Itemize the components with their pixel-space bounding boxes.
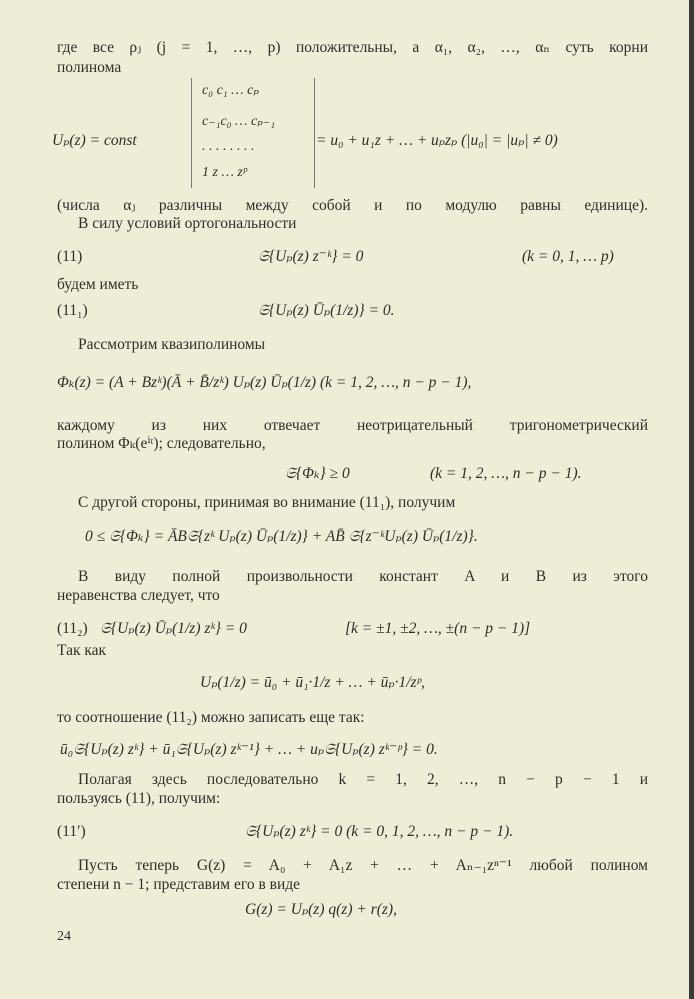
text-line: Пусть теперь G(z) = A₀ + A₁z + … + Aₙ₋₁zⁿ⁻¹ любой полином — [78, 857, 648, 874]
equation: 𝔖{Uₚ(z) zᵏ} = 0 (k = 0, 1, 2, …, n − p − 1). — [245, 823, 514, 840]
text-line: (числа αⱼ различны между собой и по модулю равны единице). — [57, 197, 648, 214]
page-number: 24 — [57, 929, 71, 944]
text-line: Рассмотрим квазиполиномы — [78, 336, 266, 353]
determinant-row: 1 z … zᵖ — [202, 165, 247, 180]
text-line: будем иметь — [57, 276, 139, 293]
equation: G(z) = Uₚ(z) q(z) + r(z), — [245, 901, 397, 918]
text-line: полином Φₖ(eⁱᵗ); следовательно, — [57, 435, 266, 452]
equation-label: (11₁) — [57, 302, 88, 319]
equation: 𝔖{Φₖ} ≥ 0 — [285, 465, 350, 482]
text-line: пользуясь (11), получим: — [57, 790, 221, 807]
determinant — [191, 78, 315, 188]
equation: 𝔖{Uₚ(z) Ūₚ(1/z) zᵏ} = 0 — [100, 620, 247, 637]
text-line: степени n − 1; представим его в виде — [57, 876, 301, 893]
equation-condition: (k = 1, 2, …, n − p − 1). — [430, 465, 582, 482]
equation: Uₚ(1/z) = ū₀ + ū₁·1/z + … + ūₚ·1/zᵖ, — [200, 674, 425, 691]
text-line: полинома — [57, 59, 122, 76]
equation-label: (11′) — [57, 823, 86, 840]
page-edge — [689, 0, 694, 999]
text-line: Полагая здесь последовательно k = 1, 2, …, n − p − 1 и — [78, 771, 648, 788]
text-line: каждому из них отвечает неотрицательный тригонометрический — [57, 417, 648, 434]
equation: 0 ≤ 𝔖{Φₖ} = ĀB𝔖{zᵏ Uₚ(z) Ūₚ(1/z)} + AB̄ 𝔖{z⁻ᵏUₚ(z) Ūₚ(1/z)}. — [85, 528, 478, 545]
equation: ū₀𝔖{Uₚ(z) zᵏ} + ū₁𝔖{Uₚ(z) zᵏ⁻¹} + … + uₚ𝔖{Uₚ(z) zᵏ⁻ᵖ} = 0. — [60, 741, 438, 758]
equation-label: (11) — [57, 248, 83, 265]
equation: 𝔖{Uₚ(z) z⁻ᵏ} = 0 — [258, 248, 364, 265]
text-line: С другой стороны, принимая во внимание (11₁), получим — [78, 494, 456, 511]
text-line: неравенства следует, что — [57, 587, 220, 604]
text-line: Так как — [57, 642, 107, 659]
text-line: В виду полной произвольности констант A и B из этого — [78, 568, 648, 585]
determinant-lhs: Uₚ(z) = const — [52, 132, 137, 149]
equation-condition: (k = 0, 1, … p) — [522, 248, 614, 265]
determinant-row: c₀ c₁ … cₚ — [202, 83, 259, 98]
determinant-rhs: = u₀ + u₁z + … + uₚzₚ (|u₀| = |uₚ| ≠ 0) — [316, 132, 558, 149]
equation: 𝔖{Uₚ(z) Ūₚ(1/z)} = 0. — [258, 302, 395, 319]
text-line: где все ρⱼ (j = 1, …, p) положительны, а α₁, α₂, …, αₙ суть корни — [57, 39, 648, 56]
equation: Φₖ(z) = (A + Bzᵏ)(Ā + B̄/zᵏ) Uₚ(z) Ūₚ(1/z) (k = 1, 2, …, n − p − 1), — [57, 374, 472, 391]
text-line: В силу условий ортогональности — [78, 215, 297, 232]
text-line: то соотношение (11₂) можно записать еще так: — [57, 709, 365, 726]
determinant-row: . . . . . . . . — [202, 139, 255, 154]
determinant-row: c₋₁c₀ … cₚ₋₁ — [202, 114, 276, 129]
equation-label: (11₂) — [57, 620, 88, 637]
equation-condition: [k = ±1, ±2, …, ±(n − p − 1)] — [345, 620, 531, 637]
